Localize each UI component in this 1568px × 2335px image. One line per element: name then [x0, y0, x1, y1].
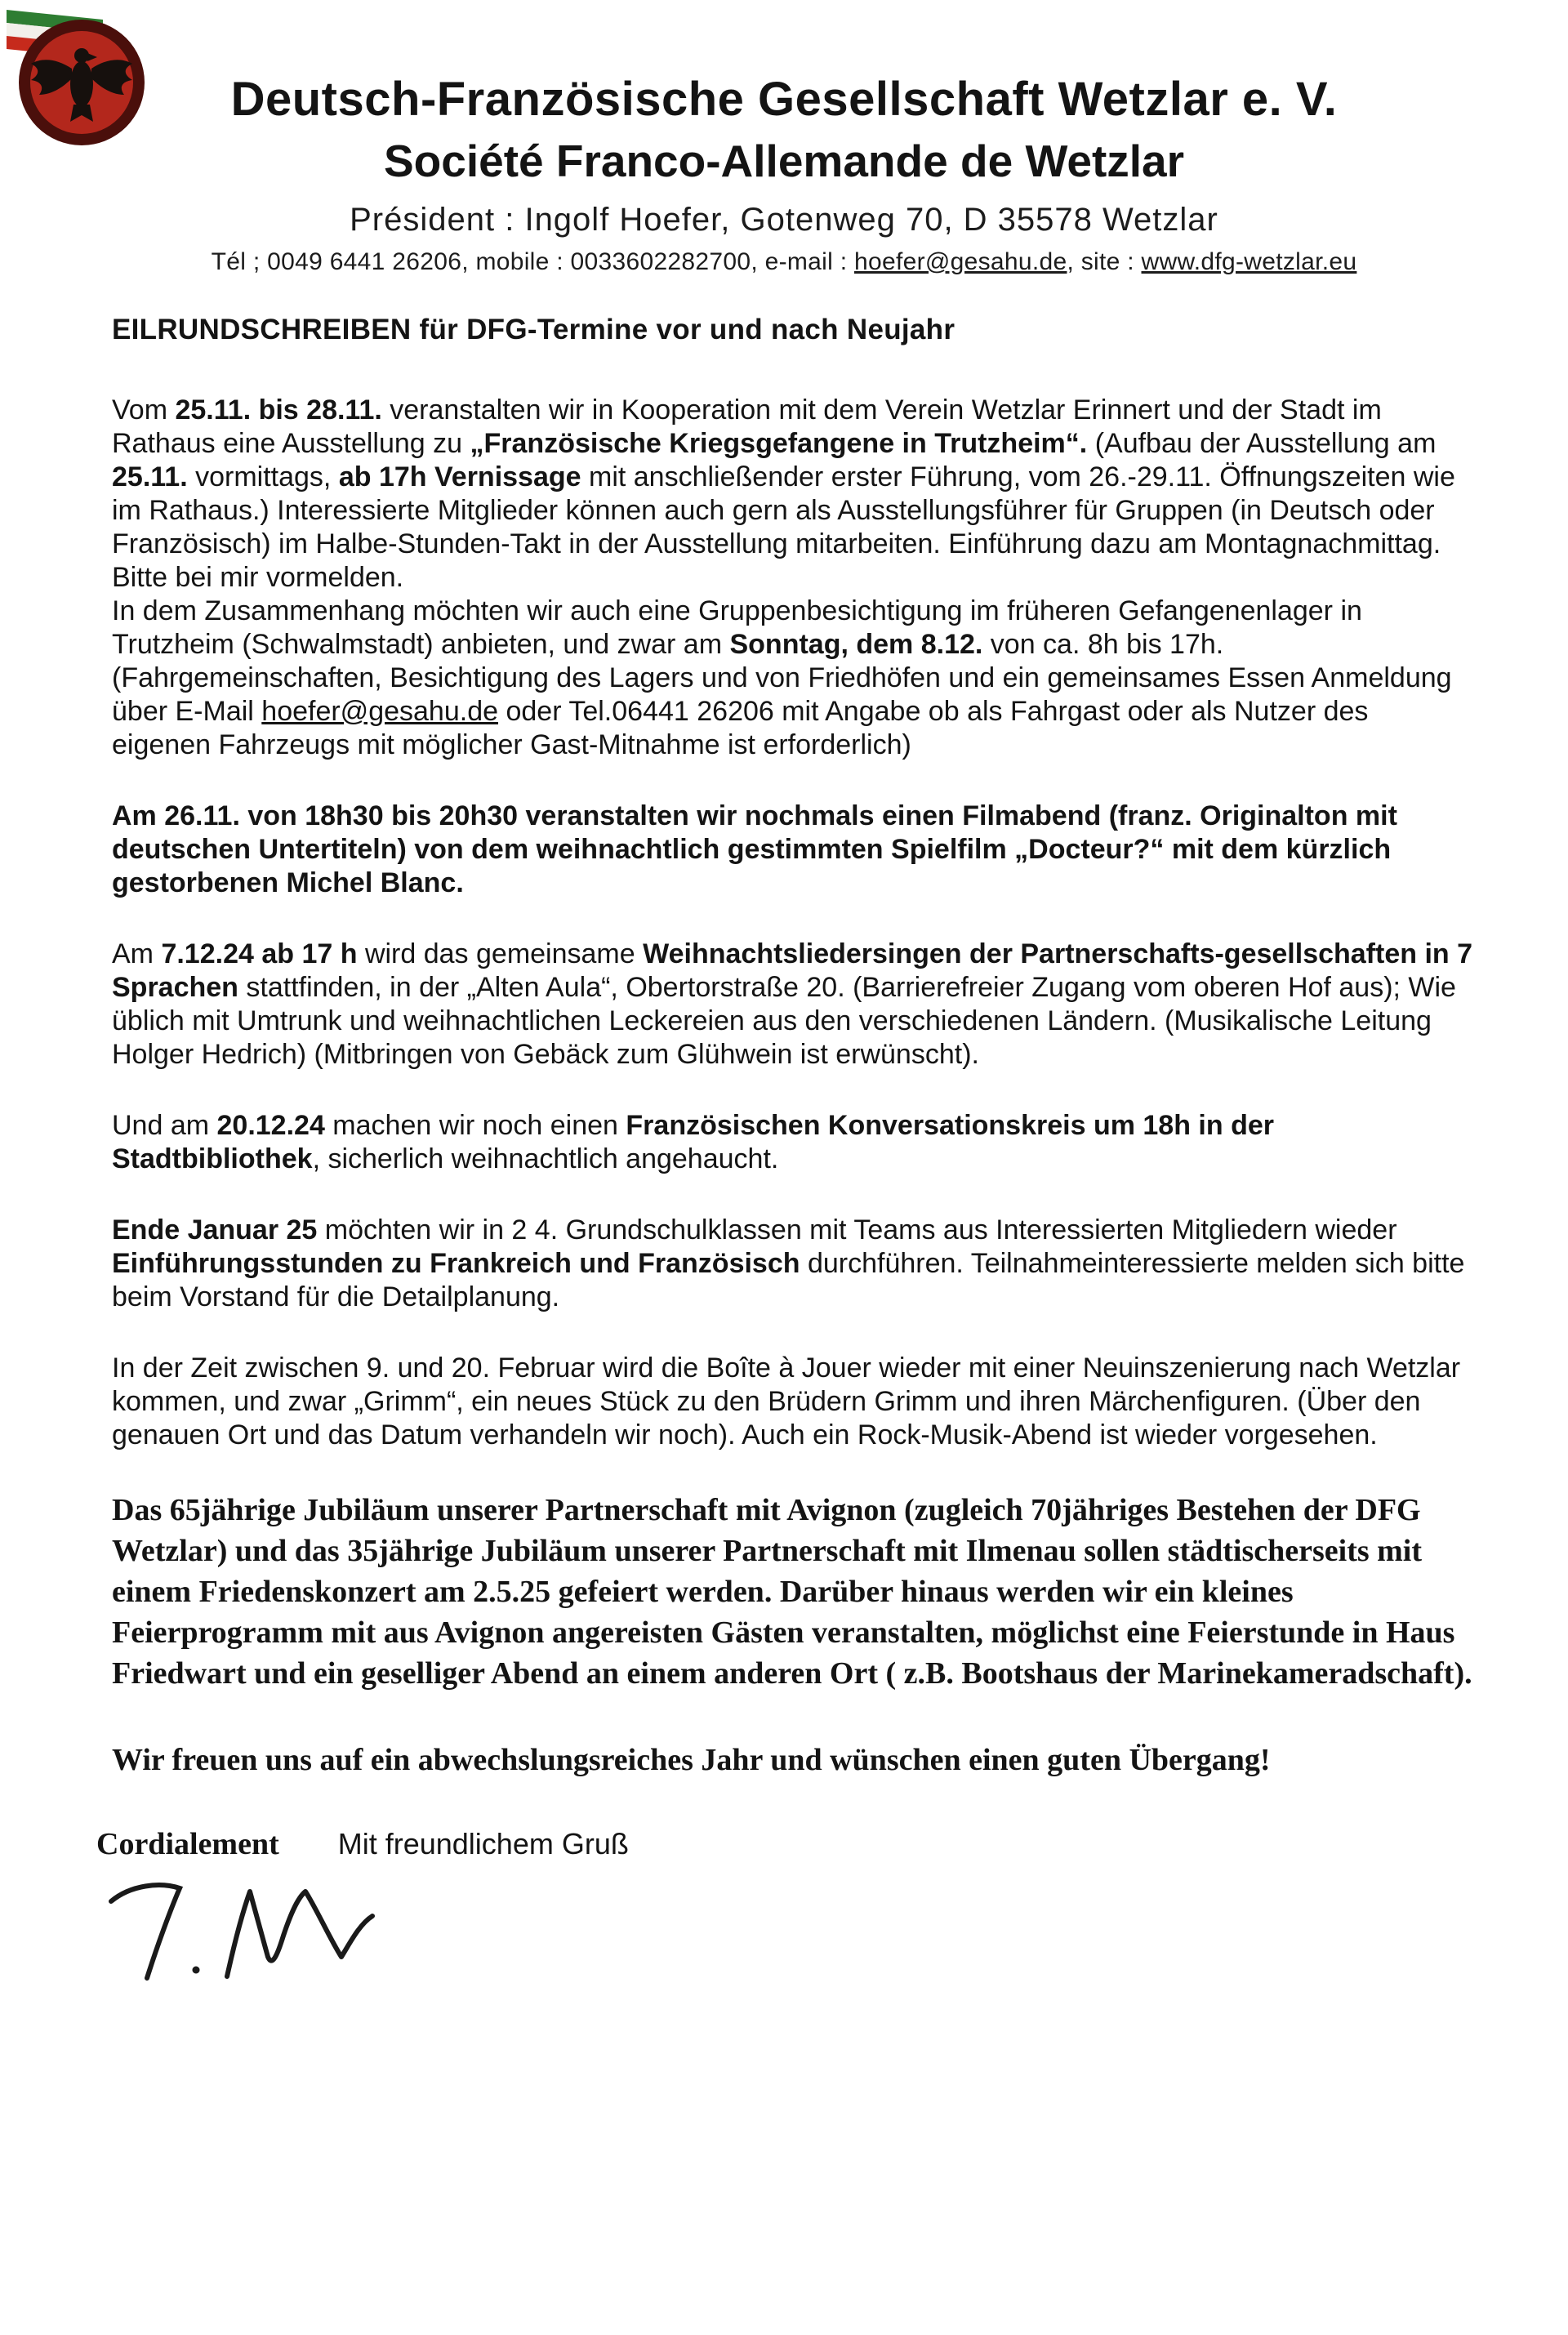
- signature-image: [88, 1874, 439, 2012]
- website-link[interactable]: www.dfg-wetzlar.eu: [1141, 248, 1357, 275]
- paragraph-3: [112, 938, 1473, 1072]
- paragraph-1: [112, 394, 1473, 762]
- text-segment: mit anschließender erster Führung, vom 26.-29.11. Öffnungszeiten wie im Rathaus.) Interessierte Mitglieder können auch gern als Ausstellungsführer für Gruppen (in Deutsch oder Französisch) im Halbe-Stunden-Takt in der Ausstellung mitarbeiten. Einführung dazu am Montagnachmittag. Bitte bei mir vormelden.: [112, 461, 1455, 593]
- letter-body: [112, 394, 1473, 1780]
- paragraph-7: [112, 1490, 1473, 1694]
- text-segment: 20.12.24: [216, 1110, 325, 1141]
- text-segment: möchten wir in 2 4. Grundschulklassen mit Teams aus Interessierten Mitgliedern wieder: [317, 1214, 1397, 1245]
- contact-mid-text: , site :: [1067, 248, 1142, 275]
- text-segment: Weihnachtsliedersingen der Partnerschafts-gesellschaften in 7 Sprachen: [112, 938, 1473, 1003]
- text-segment: Das 65jährige Jubiläum unserer Partnerschaft mit Avignon (zugleich 70jähriges Bestehen der DFG Wetzlar) und das 35jährige Jubiläum unserer Partnerschaft mit Ilmenau sollen städtischerseits mit einem Friedenskonzert am 2.5.25 gefeiert werden. Darüber hinaus werden wir ein kleines Feierprogramm mit aus Avignon angereisten Gästen veranstalten, möglichst eine Feierstunde in Haus Friedwart und ein geselliger Abend an einem anderen Ort ( z.B. Bootshaus der Marinekameradschaft).: [112, 1493, 1472, 1691]
- paragraph-4: [112, 1109, 1473, 1176]
- text-segment: 25.11.: [112, 461, 188, 492]
- text-segment: In der Zeit zwischen 9. und 20. Februar wird die Boîte à Jouer wieder mit einer Neuinszenierung nach Wetzlar kommen, und zwar „Grimm“, ein neues Stück zu den Brüdern Grimm und ihren Märchenfiguren. (Über den genauen Ort und das Datum verhandeln wir noch). Auch ein Rock-Musik-Abend ist wieder vorgesehen.: [112, 1352, 1461, 1450]
- text-segment: 25.11. bis 28.11.: [175, 394, 382, 426]
- text-segment: „Französische Kriegsgefangene in Trutzheim“.: [470, 428, 1088, 459]
- paragraph-6: [112, 1352, 1473, 1452]
- letterhead: [0, 0, 1568, 346]
- closing-line: [96, 1826, 1568, 1862]
- text-segment: vormittags,: [187, 461, 339, 492]
- text-segment: Ende Januar 25: [112, 1214, 318, 1245]
- text-segment: stattfinden, in der „Alten Aula“, Obertorstraße 20. (Barrierefreier Zugang vom oberen Hof aus); Wie üblich mit Umtrunk und weihnachtlichen Leckereien aus den verschiedenen Ländern. (Musikalische Leitung Holger Hedrich) (Mitbringen von Gebäck zum Glühwein ist erwünscht).: [112, 972, 1456, 1070]
- text-segment: von ca. 8h bis 17h. (Fahrgemeinschaften, Besichtigung des Lagers und von Friedhöfen und ein gemeinsames Essen Anmeldung über E-Mail: [112, 629, 1452, 727]
- signature-strokes-icon: [88, 1874, 439, 2012]
- text-segment: Einführungsstunden zu Frankreich und Französisch: [112, 1248, 800, 1279]
- paragraph-2: [112, 800, 1473, 900]
- contact-line: [0, 248, 1568, 276]
- text-segment: 7.12.24 ab 17 h: [161, 938, 358, 969]
- text-segment: (Aufbau der Ausstellung am: [1087, 428, 1437, 459]
- closing-french: Cordialement: [96, 1827, 279, 1861]
- text-segment: Vom: [112, 394, 176, 426]
- club-logo: [7, 5, 152, 150]
- text-segment: Französischen Konversationskreis um 18h in der Stadtbibliothek: [112, 1110, 1274, 1174]
- closing-german: Mit freundlichem Gruß: [337, 1827, 629, 1860]
- text-segment: Am: [112, 938, 162, 969]
- text-segment: Wir freuen uns auf ein abwechslungsreiches Jahr und wünschen einen guten Übergang!: [112, 1743, 1271, 1777]
- paragraph-5: [112, 1214, 1473, 1314]
- org-title-french: Société Franco-Allemande de Wetzlar: [383, 136, 1185, 186]
- president-line: Président : Ingolf Hoefer, Gotenweg 70, D 35578 Wetzlar: [350, 202, 1218, 238]
- text-segment: durchführen. Teilnahmeinteressierte melden sich bitte beim Vorstand für die Detailplanung.: [112, 1248, 1465, 1312]
- text-segment: oder Tel.06441 26206 mit Angabe ob als Fahrgast oder als Nutzer des eigenen Fahrzeugs mit möglicher Gast-Mitnahme ist erforderlich): [112, 696, 1369, 760]
- text-segment: Am 26.11. von 18h30 bis 20h30 veranstalten wir nochmals einen Filmabend (franz. Originalton mit deutschen Untertiteln) von dem weihnachtlich gestimmten Spielfilm „Docteur?“ mit dem kürzlich gestorbenen Michel Blanc.: [112, 800, 1397, 898]
- text-segment: ab 17h Vernissage: [338, 461, 581, 492]
- club-emblem-icon: [7, 5, 152, 150]
- email-link-inline[interactable]: hoefer@gesahu.de: [261, 696, 499, 727]
- text-segment: machen wir noch einen: [324, 1110, 626, 1141]
- text-segment: Und am: [112, 1110, 217, 1141]
- subject-headline: EILRUNDSCHREIBEN für DFG-Termine vor und nach Neujahr: [112, 314, 956, 345]
- text-segment: , sicherlich weihnachtlich angehaucht.: [312, 1143, 779, 1174]
- text-segment: In dem Zusammenhang möchten wir auch eine Gruppenbesichtigung im früheren Gefangenenlager in Trutzheim (Schwalmstadt) anbieten, und zwar am: [112, 595, 1362, 660]
- paragraph-8: [112, 1740, 1473, 1780]
- contact-pre-text: Tél ; 0049 6441 26206, mobile : 0033602282700, e-mail :: [211, 248, 854, 275]
- text-segment: Sonntag, dem 8.12.: [729, 629, 983, 660]
- email-link[interactable]: hoefer@gesahu.de: [854, 248, 1067, 275]
- text-segment: veranstalten wir in Kooperation mit dem Verein Wetzlar Erinnert und der Stadt im Rathaus eine Ausstellung zu: [112, 394, 1382, 459]
- org-title-german: Deutsch-Französische Gesellschaft Wetzlar e. V.: [230, 73, 1338, 126]
- text-segment: wird das gemeinsame: [357, 938, 644, 969]
